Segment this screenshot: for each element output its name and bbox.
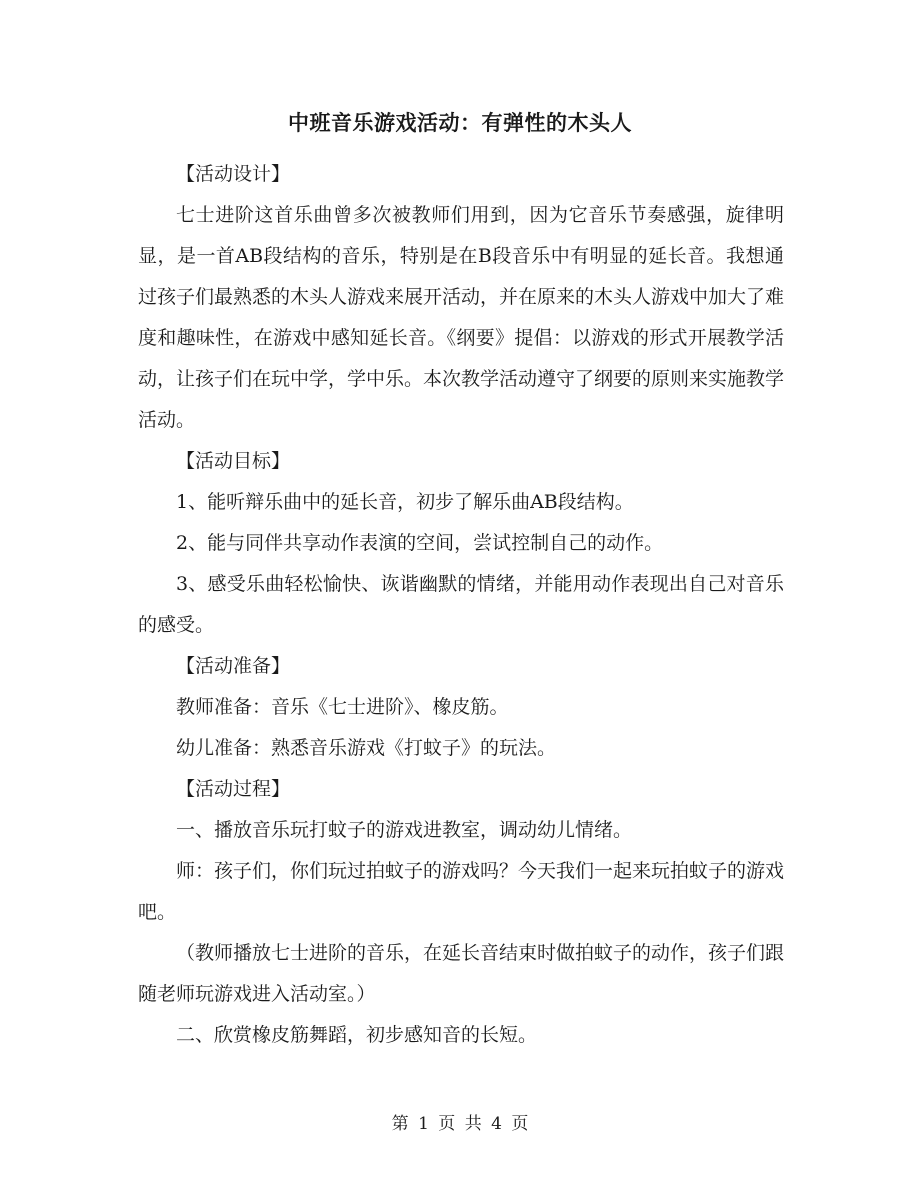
process-step-1-note: （教师播放七士进阶的音乐，在延长音结束时做拍蚊子的动作，孩子们跟随老师玩游戏进入活动室。）: [138, 942, 785, 1005]
section-heading-process: 【活动过程】: [176, 778, 291, 800]
process-step-1: 一、播放音乐玩打蚊子的游戏进教室，调动幼儿情绪。: [176, 819, 633, 841]
document-body: [138, 154, 784, 1056]
goal-item-1: 1、能听辩乐曲中的延长音，初步了解乐曲AB段结构。: [176, 491, 634, 513]
prep-teacher: 教师准备：音乐《七士进阶》、橡皮筋。: [176, 696, 509, 718]
section-heading-preparation: 【活动准备】: [176, 655, 291, 677]
goal-item-2: 2、能与同伴共享动作表演的空间，尝试控制自己的动作。: [176, 532, 664, 554]
goal-item-3: 3、感受乐曲轻松愉快、诙谐幽默的情绪，并能用动作表现出自己对音乐的感受。: [138, 573, 784, 636]
paragraph-design: 七士进阶这首乐曲曾多次被教师们用到，因为它音乐节奏感强，旋律明显，是一首AB段结构的音乐，特别是在B段音乐中有明显的延长音。我想通过孩子们最熟悉的木头人游戏来展开活动，并在原来的木头人游戏中加大了难度和趣味性，在游戏中感知延长音。《纲要》提倡：以游戏的形式开展教学活动，让孩子们在玩中学，学中乐。本次教学活动遵守了纲要的原则来实施教学活动。: [138, 204, 785, 431]
section-heading-design: 【活动设计】: [176, 163, 291, 185]
process-step-2: 二、欣赏橡皮筋舞蹈，初步感知音的长短。: [176, 1024, 538, 1046]
prep-child: 幼儿准备：熟悉音乐游戏《打蚊子》的玩法。: [176, 737, 557, 759]
section-heading-goals: 【活动目标】: [176, 450, 291, 472]
process-step-1-dialog: 师：孩子们，你们玩过拍蚊子的游戏吗？今天我们一起来玩拍蚊子的游戏吧。: [138, 860, 785, 923]
document-title: 中班音乐游戏活动：有弹性的木头人: [288, 110, 632, 135]
page-footer: 第 1 页 共 4 页: [391, 1114, 529, 1134]
